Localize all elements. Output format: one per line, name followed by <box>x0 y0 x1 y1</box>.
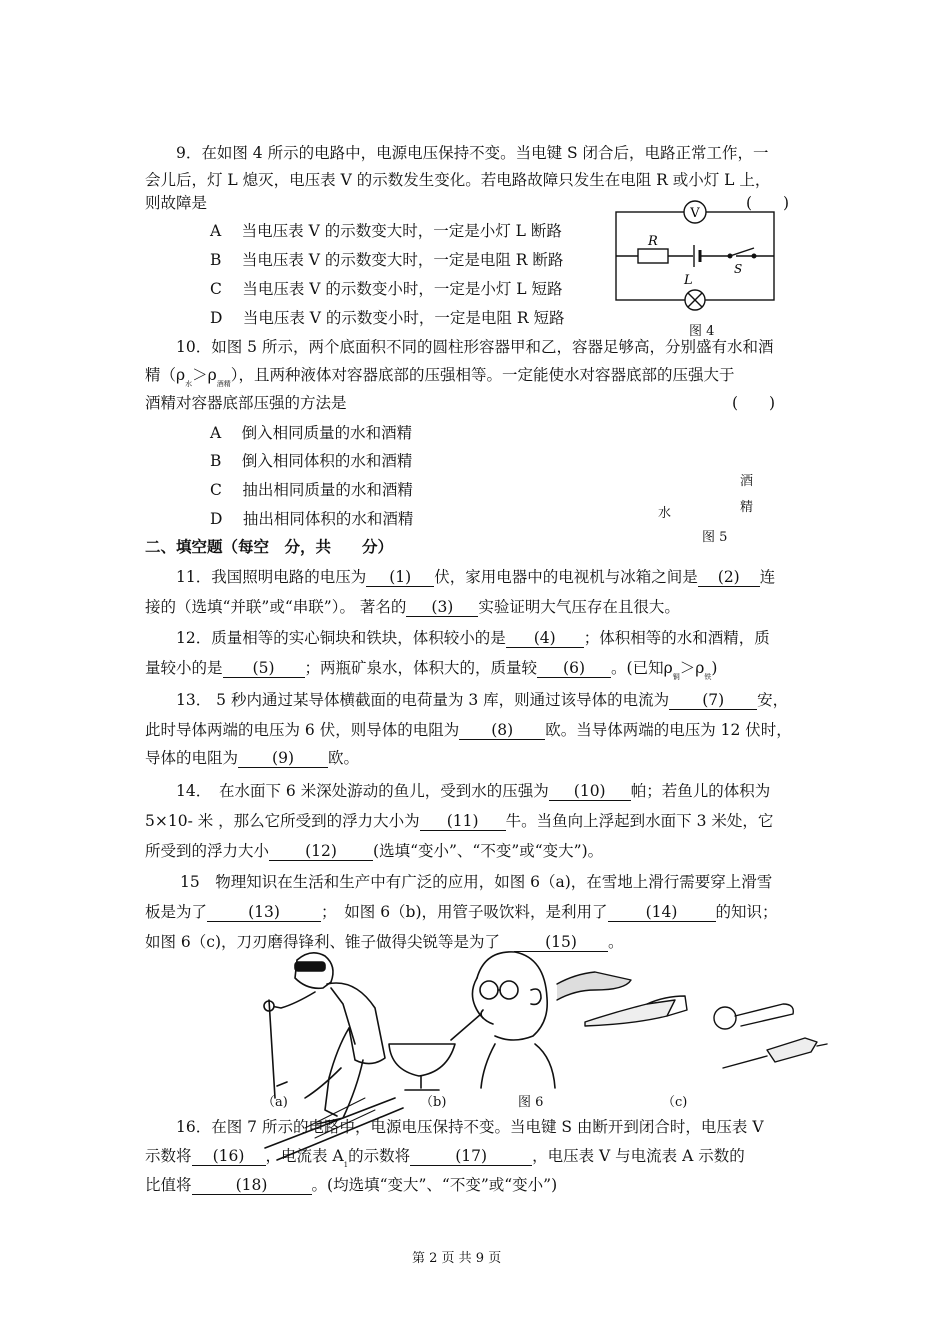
q16-line2: 示数将 (16) ，电流表 $A_1$的示数将 (17) ，电压表 V 与电流表 A 示数的 <box>145 1147 745 1169</box>
blank-4: (4) <box>506 629 584 648</box>
lamp-label: L <box>684 273 693 288</box>
q10-option-a: A 倒入相同质量的水和酒精 <box>210 424 413 442</box>
blank-7: (7) <box>669 691 757 710</box>
q9-line3: 则故障是 <box>145 194 208 212</box>
figure-6-caption: 图 6 <box>518 1095 544 1110</box>
blank-8: (8) <box>459 721 545 740</box>
q12-line2: 量较小的是 (5) ；两瓶矿泉水，体积大的，质量较 (6) 。(已知$\rho_铜>\rho_铁$) <box>145 659 718 681</box>
blank-11: (11) <box>420 812 506 831</box>
figure-6c-label: （c) <box>662 1095 688 1110</box>
figure-5-label-alcohol-2: 精 <box>740 500 754 515</box>
q11-line2: 接的（选填“并联”或“串联”）。 著名的 (3) 实验证明大气压存在且很大。 <box>145 598 680 616</box>
voltmeter-label: V <box>690 206 700 221</box>
q14-line1: 14． 在水面下 6 米深处游动的鱼儿，受到水的压强为 (10) 帕；若鱼儿的体积为 <box>176 782 771 800</box>
q10-option-d: D 抽出相同体积的水和酒精 <box>210 510 414 528</box>
blank-17: (17) <box>410 1147 532 1166</box>
q16-line3: 比值将 (18) 。(均选填“变大”、“不变”或“变小”) <box>145 1176 558 1194</box>
figure-4-caption: 图 4 <box>689 324 715 339</box>
blank-9: (9) <box>238 749 328 768</box>
blank-2: (2) <box>698 568 760 587</box>
q15-line1: 15 物理知识在生活和生产中有广泛的应用，如图 6（a)，在雪地上滑行需要穿上滑雪 <box>180 873 773 891</box>
q9-option-d: D 当电压表 V 的示数变小时，一定是电阻 R 短路 <box>210 309 565 327</box>
q14-line2: 5×10- 米 ，那么它所受到的浮力大小为 (11) 牛。当鱼向上浮起到水面下 3 米处，它 <box>145 812 774 830</box>
figure-6-drinker <box>385 948 560 1108</box>
q11-line1: 11．我国照明电路的电压为 (1) 伏，家用电器中的电视机与冰箱之间是 (2) 连 <box>176 568 776 586</box>
blank-10: (10) <box>549 782 631 801</box>
figure-5-label-alcohol-1: 酒 <box>740 474 754 489</box>
blank-5: (5) <box>223 659 305 678</box>
q14-line3: 所受到的浮力大小 (12) (选填“变小”、“不变”或“变大”)。 <box>145 842 604 860</box>
blank-13: (13) <box>207 903 321 922</box>
q9-answer-paren: ( ) <box>746 194 790 212</box>
q9-option-a: A 当电压表 V 的示数变大时，一定是小灯 L 断路 <box>210 222 562 240</box>
figure-5-label-water: 水 <box>658 506 672 521</box>
q16-line1: 16．在图 7 所示的电路中，电源电压保持不变。当电键 S 由断开到闭合时，电压表 V <box>176 1118 764 1136</box>
figure-6-tools <box>555 960 830 1075</box>
figure-6-skier <box>245 948 405 1173</box>
blank-1: (1) <box>366 568 434 587</box>
q9-option-b: B 当电压表 V 的示数变大时，一定是电阻 R 断路 <box>210 251 564 269</box>
q15-line2: 板是为了 (13) ； 如图 6（b)，用管子吸饮料，是利用了 (14) 的知识； <box>145 903 778 921</box>
figure-5-caption: 图 5 <box>702 530 728 545</box>
q12-line1: 12．质量相等的实心铜块和铁块，体积较小的是 (4) ；体积相等的水和酒精，质 <box>176 629 770 647</box>
q9-line2: 会儿后，灯 L 熄灭，电压表 V 的示数发生变化。若电路故障只发生在电阻 R 或小灯 L 上， <box>145 171 771 189</box>
blank-14: (14) <box>608 903 716 922</box>
page-number: 第 2 页 共 9 页 <box>412 1251 502 1266</box>
q10-line1: 10．如图 5 所示，两个底面积不同的圆柱形容器甲和乙，容器足够高，分别盛有水和酒 <box>176 338 774 356</box>
q10-option-b: B 倒入相同体积的水和酒精 <box>210 452 413 470</box>
q9-option-c: C 当电压表 V 的示数变小时，一定是小灯 L 短路 <box>210 280 563 298</box>
blank-16: (16) <box>192 1147 266 1166</box>
q10-line3: 酒精对容器底部压强的方法是 <box>145 394 347 412</box>
q13-line2: 此时导体两端的电压为 6 伏，则导体的电阻为 (8) 欧。当导体两端的电压为 12 伏时， <box>145 721 792 739</box>
blank-6: (6) <box>537 659 611 678</box>
q15-line3: 如图 6（c)，刀刃磨得锋利、锥子做得尖锐等是为了 (15) 。 <box>145 933 624 951</box>
q10-option-c: C 抽出相同质量的水和酒精 <box>210 481 413 499</box>
figure-4-circuit <box>610 196 780 306</box>
q9-line1: 9．在如图 4 所示的电路中，电源电压保持不变。当电键 S 闭合后，电路正常工作，一 <box>176 144 769 162</box>
blank-3: (3) <box>406 598 478 617</box>
q13-line3: 导体的电阻为 (9) 欧。 <box>145 749 360 767</box>
resistor-label: R <box>648 234 658 249</box>
figure-6b-label: （b) <box>420 1095 447 1110</box>
q13-line1: 13． 5 秒内通过某导体横截面的电荷量为 3 库，则通过该导体的电流为 (7) 安， <box>176 691 789 709</box>
q10-answer-paren: ( ) <box>732 394 776 412</box>
blank-18: (18) <box>192 1176 312 1195</box>
blank-15: (15) <box>514 933 608 952</box>
blank-12: (12) <box>269 842 373 861</box>
q10-line2: 精$(\rho_水>\rho_{酒精})$，且两种液体对容器底部的压强相等。一定能使水对容器底部的压强大于 <box>145 366 735 388</box>
figure-6a-label: （a) <box>262 1095 288 1110</box>
section-2-heading: 二、填空题（每空 分，共 分） <box>145 537 394 556</box>
switch-label: S <box>734 262 743 276</box>
